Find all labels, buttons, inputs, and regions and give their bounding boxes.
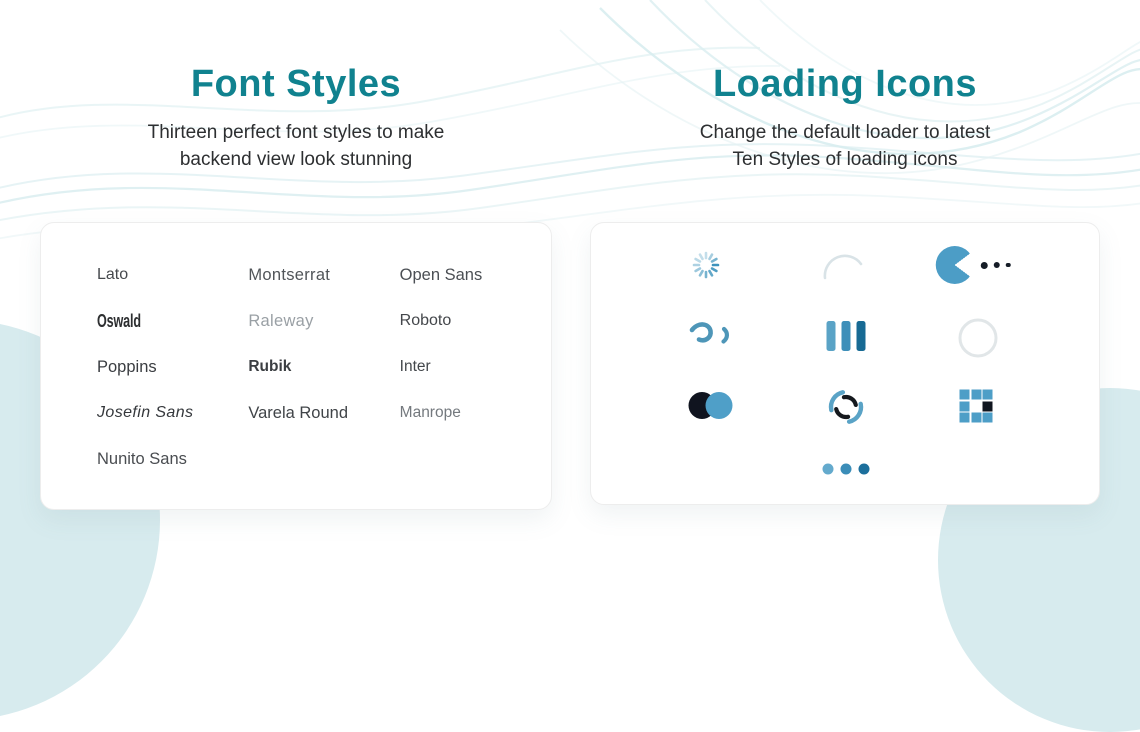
loader-three-dots — [823, 464, 870, 475]
font-name-nunito-sans: Nunito Sans — [97, 449, 187, 468]
font-name-lato: Lato — [97, 266, 129, 283]
font-list-column-3 — [400, 252, 551, 482]
overlap-circles-icon — [689, 392, 734, 420]
font-list-column-2 — [248, 252, 399, 482]
font-name-montserrat: Montserrat — [248, 265, 331, 284]
loader-broken-ring — [823, 384, 869, 430]
font-list — [41, 223, 551, 482]
font-styles-header — [40, 62, 552, 173]
loader-ring — [959, 319, 998, 358]
font-styles-subtitle — [40, 119, 552, 173]
tick-spinner-icon — [689, 248, 723, 282]
font-name-poppins: Poppins — [97, 357, 157, 376]
dual-swirl-icon — [685, 318, 739, 352]
loader-tick-spinner — [689, 248, 723, 282]
font-name-josefin-sans: Josefin Sans — [97, 404, 194, 421]
font-list-column-1 — [97, 252, 248, 482]
loader-arc-spinner — [819, 248, 869, 290]
font-name-varela-round: Varela Round — [248, 403, 349, 422]
loading-icons-subtitle-line1: Change the default loader to latest — [699, 122, 991, 143]
loading-icons-card — [590, 222, 1100, 505]
three-bars-icon — [827, 321, 866, 351]
font-name-raleway: Raleway — [248, 311, 314, 330]
font-name-manrope: Manrope — [399, 404, 461, 421]
loading-icons-subtitle — [590, 119, 1100, 173]
font-styles-subtitle-line2: backend view look stunning — [179, 149, 413, 170]
loader-dual-swirl — [685, 318, 739, 352]
font-styles-title: Font Styles — [190, 63, 402, 105]
ring-icon — [959, 319, 998, 358]
loading-icons-subtitle-line2: Ten Styles of loading icons — [732, 149, 958, 170]
loader-pacman — [936, 246, 1011, 284]
pacman-icon — [936, 246, 974, 284]
font-name-roboto: Roboto — [399, 312, 452, 329]
three-dots-icon — [823, 464, 870, 475]
loader-overlap-circles — [689, 392, 734, 420]
arc-spinner-icon — [819, 248, 869, 290]
pacman-dots-icon — [981, 262, 1011, 269]
font-name-inter: Inter — [399, 358, 431, 375]
loading-icons-title: Loading Icons — [712, 63, 978, 105]
font-name-rubik: Rubik — [248, 358, 292, 375]
loader-square-grid — [960, 390, 993, 423]
font-name-open-sans: Open Sans — [399, 265, 483, 284]
font-name-oswald: Oswald — [97, 310, 141, 331]
loading-icons-header — [590, 62, 1100, 173]
loader-three-bars — [827, 321, 866, 351]
font-styles-card — [40, 222, 552, 510]
broken-ring-icon — [819, 380, 874, 435]
square-grid-icon — [960, 390, 993, 423]
font-styles-subtitle-line1: Thirteen perfect font styles to make — [147, 122, 445, 143]
